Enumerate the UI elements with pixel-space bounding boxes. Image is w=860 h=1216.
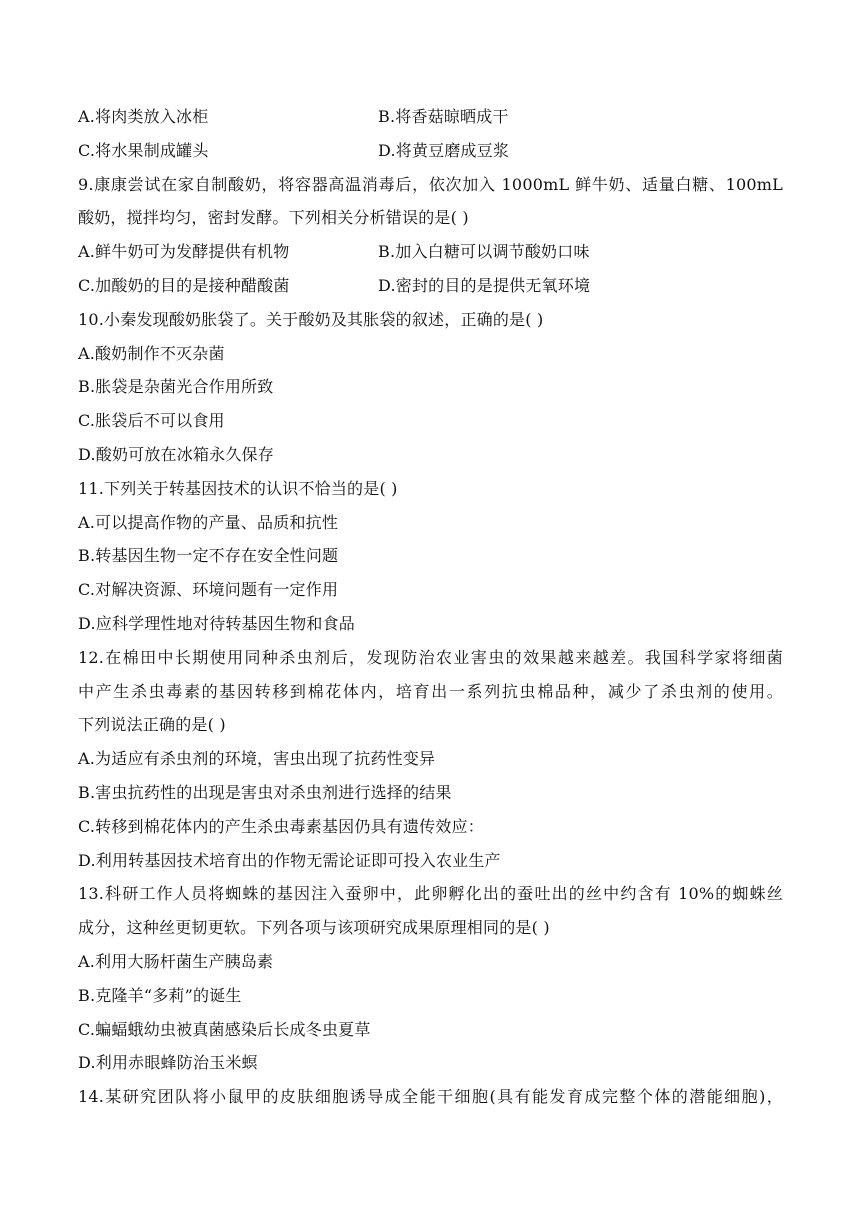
- q11-option-d: D.应科学理性地对待转基因生物和食品: [78, 613, 355, 633]
- q10-stem: 10.小秦发现酸奶胀袋了。关于酸奶及其胀袋的叙述，正确的是( ): [78, 309, 544, 329]
- q9-option-d: D.密封的目的是提供无氧环境: [378, 275, 591, 295]
- q9-stem-line-2: 酸奶，搅拌均匀，密封发酵。下列相关分析错误的是( ): [78, 208, 469, 228]
- q13-stem-line-1: 13.科研工作人员将蜘蛛的基因注入蚕卵中，此卵孵化出的蚕吐出的丝中约含有 10%的蜘蛛丝: [78, 884, 783, 904]
- q9-options-row-1: [78, 235, 783, 269]
- q12-option-c: C.转移到棉花体内的产生杀虫毒素基因仍具有遗传效应：: [78, 816, 484, 836]
- q9-options-row-2: [78, 269, 783, 303]
- q12-option-d: D.利用转基因技术培育出的作物无需论证即可投入农业生产: [78, 850, 501, 870]
- q9-option-b: B.加入白糖可以调节酸奶口味: [378, 242, 590, 262]
- q10-option-b: B.胀袋是杂菌光合作用所致: [78, 377, 274, 397]
- q9-option-c: C.加酸奶的目的是接种醋酸菌: [78, 275, 290, 295]
- q8-options-row-2: [78, 134, 783, 168]
- document-page: [78, 100, 783, 1114]
- q9-option-a: A.鲜牛奶可为发酵提供有机物: [78, 242, 290, 262]
- q13-stem-line-2: 成分，这种丝更韧更软。下列各项与该项研究成果原理相同的是( ): [78, 918, 550, 938]
- q13-option-a: A.利用大肠杆菌生产胰岛素: [78, 951, 274, 971]
- q13-option-d: D.利用赤眼蜂防治玉米螟: [78, 1053, 258, 1073]
- q11-option-a: A.可以提高作物的产量、品质和抗性: [78, 512, 339, 532]
- q14-stem-line-1: 14.某研究团队将小鼠甲的皮肤细胞诱导成全能干细胞(具有能发育成完整个体的潜能细胞)，: [78, 1087, 783, 1107]
- q12-stem-line-1: 12.在棉田中长期使用同种杀虫剂后，发现防治农业害虫的效果越来越差。我国科学家将细菌: [78, 647, 783, 667]
- q11-stem: 11.下列关于转基因技术的认识不恰当的是( ): [78, 478, 398, 498]
- q11-option-c: C.对解决资源、环境问题有一定作用: [78, 580, 339, 600]
- q13-option-c: C.蝙蝠蛾幼虫被真菌感染后长成冬虫夏草: [78, 1019, 371, 1039]
- q12-option-b: B.害虫抗药性的出现是害虫对杀虫剂进行选择的结果: [78, 782, 452, 802]
- q12-stem-line-2: 中产生杀虫毒素的基因转移到棉花体内，培育出一系列抗虫棉品种，减少了杀虫剂的使用。: [78, 681, 783, 701]
- q8-options-row-1: [78, 100, 783, 134]
- q12-stem-line-3: 下列说法正确的是( ): [78, 715, 226, 735]
- q8-option-b: B.将香菇晾晒成干: [378, 107, 509, 126]
- q8-option-c: C.将水果制成罐头: [78, 140, 209, 160]
- q8-option-a: A.将肉类放入冰柜: [78, 107, 209, 126]
- q8-option-d: D.将黄豆磨成豆浆: [378, 140, 510, 160]
- q10-option-d: D.酸奶可放在冰箱永久保存: [78, 444, 274, 464]
- q13-option-b: B.克隆羊“多莉”的诞生: [78, 985, 242, 1005]
- q10-option-a: A.酸奶制作不灭杂菌: [78, 343, 225, 363]
- q11-option-b: B.转基因生物一定不存在安全性问题: [78, 546, 339, 566]
- q12-option-a: A.为适应有杀虫剂的环境，害虫出现了抗药性变异: [78, 749, 436, 769]
- q9-stem-line-1: 9.康康尝试在家自制酸奶，将容器高温消毒后，依次加入 1000mL 鲜牛奶、适量白糖、100mL: [78, 174, 783, 194]
- q10-option-c: C.胀袋后不可以食用: [78, 411, 225, 431]
